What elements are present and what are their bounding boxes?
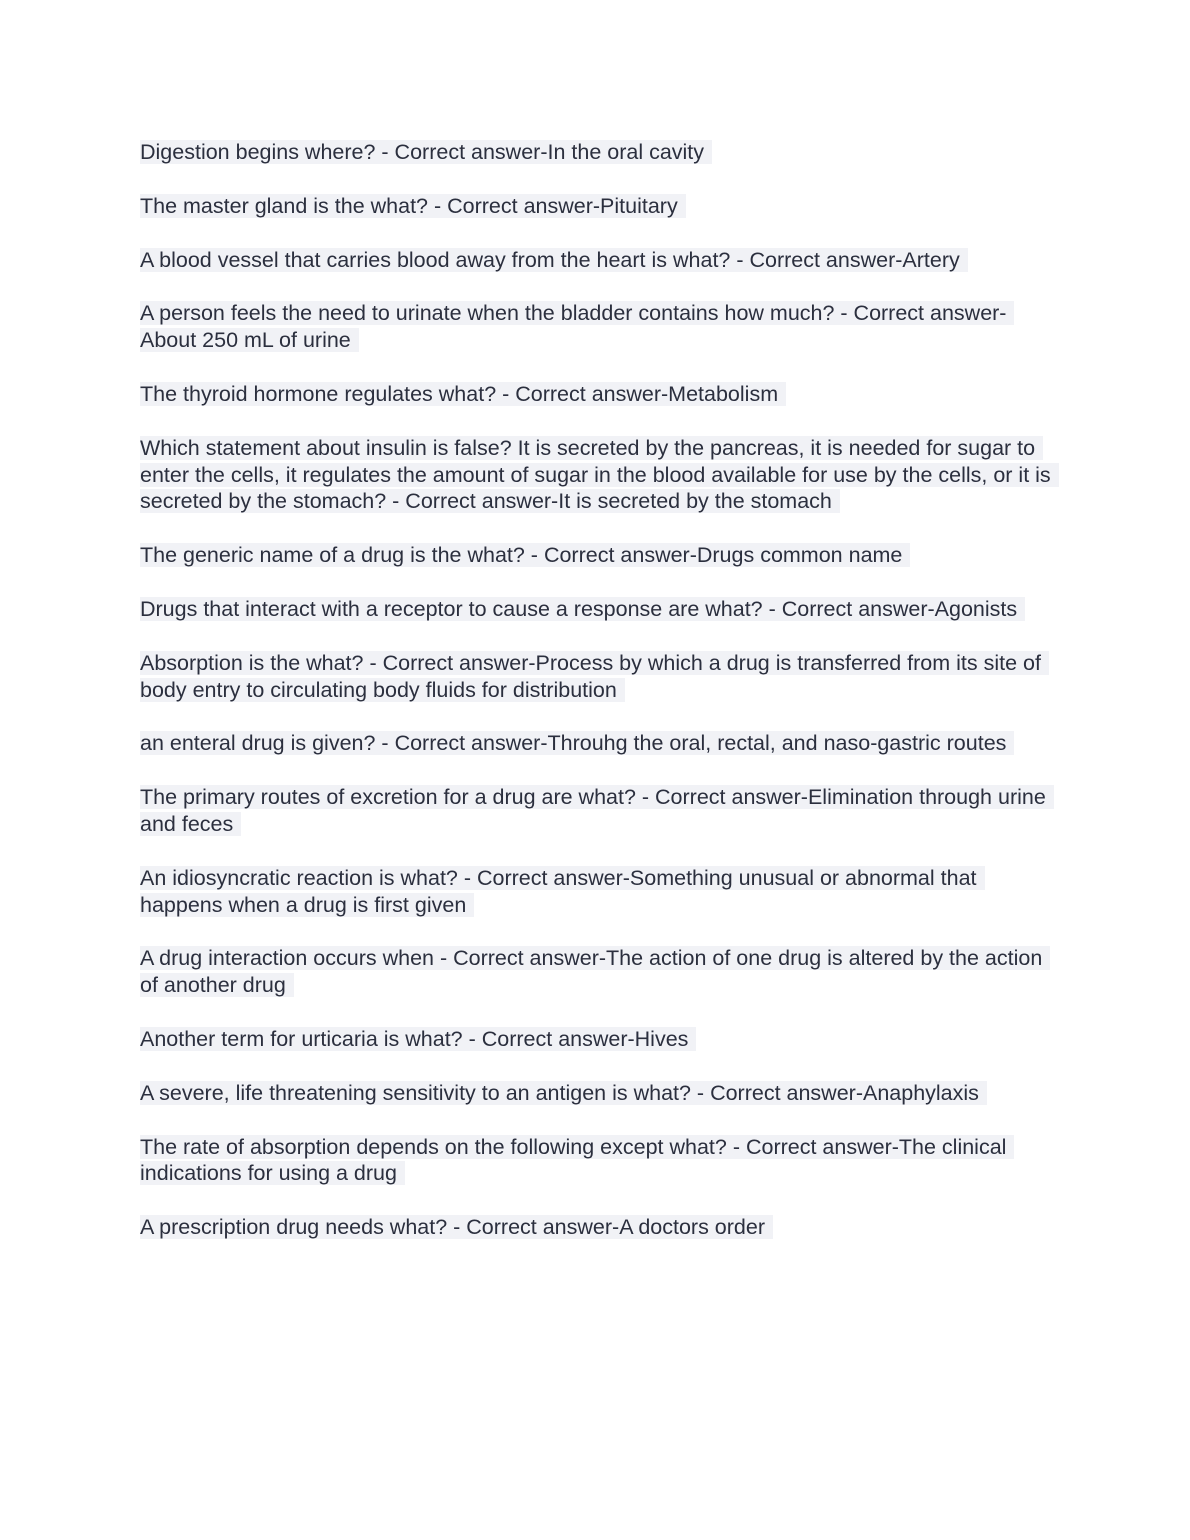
qa-text: The generic name of a drug is the what? - Correct answer-Drugs common name [140,543,910,567]
qa-text: The rate of absorption depends on the following except what? - Correct answer-The clinical indications for using a drug [140,1135,1014,1186]
qa-item [140,596,1055,623]
qa-text: The primary routes of excretion for a drug are what? - Correct answer-Elimination through urine and feces [140,785,1054,836]
qa-text: The master gland is the what? - Correct answer-Pituitary [140,194,686,218]
qa-item [140,865,1055,919]
qa-text: Which statement about insulin is false? It is secreted by the pancreas, it is needed for sugar to enter the cells, it regulates the amount of sugar in the blood available for use by the cells, or it is secreted by the stomach? - Correct answer-It is secreted by the stomach [140,436,1059,514]
qa-item [140,381,1055,408]
qa-item [140,1026,1055,1053]
qa-text: A prescription drug needs what? - Correct answer-A doctors order [140,1215,773,1239]
qa-text: Another term for urticaria is what? - Correct answer-Hives [140,1027,696,1051]
qa-text: A severe, life threatening sensitivity to an antigen is what? - Correct answer-Anaphylaxis [140,1081,987,1105]
qa-text: Digestion begins where? - Correct answer-In the oral cavity [140,140,712,164]
qa-item [140,435,1055,515]
qa-item [140,193,1055,220]
qa-item [140,730,1055,757]
qa-text: Absorption is the what? - Correct answer-Process by which a drug is transferred from its site of body entry to circulating body fluids for distribution [140,651,1049,702]
qa-text: an enteral drug is given? - Correct answer-Throuhg the oral, rectal, and naso-gastric routes [140,731,1014,755]
qa-item [140,300,1055,354]
qa-text: Drugs that interact with a receptor to cause a response are what? - Correct answer-Agonists [140,597,1025,621]
qa-text: A drug interaction occurs when - Correct answer-The action of one drug is altered by the action of another drug [140,946,1050,997]
qa-item [140,945,1055,999]
qa-item [140,650,1055,704]
qa-item [140,1080,1055,1107]
document-page [140,139,1055,1268]
qa-item [140,784,1055,838]
qa-text: A person feels the need to urinate when the bladder contains how much? - Correct answer-About 250 mL of urine [140,301,1014,352]
qa-item [140,139,1055,166]
qa-text: The thyroid hormone regulates what? - Correct answer-Metabolism [140,382,786,406]
qa-item [140,1214,1055,1241]
qa-item [140,247,1055,274]
qa-text: An idiosyncratic reaction is what? - Correct answer-Something unusual or abnormal that happens when a drug is first given [140,866,985,917]
qa-item [140,542,1055,569]
qa-text: A blood vessel that carries blood away from the heart is what? - Correct answer-Artery [140,248,968,272]
qa-item [140,1134,1055,1188]
